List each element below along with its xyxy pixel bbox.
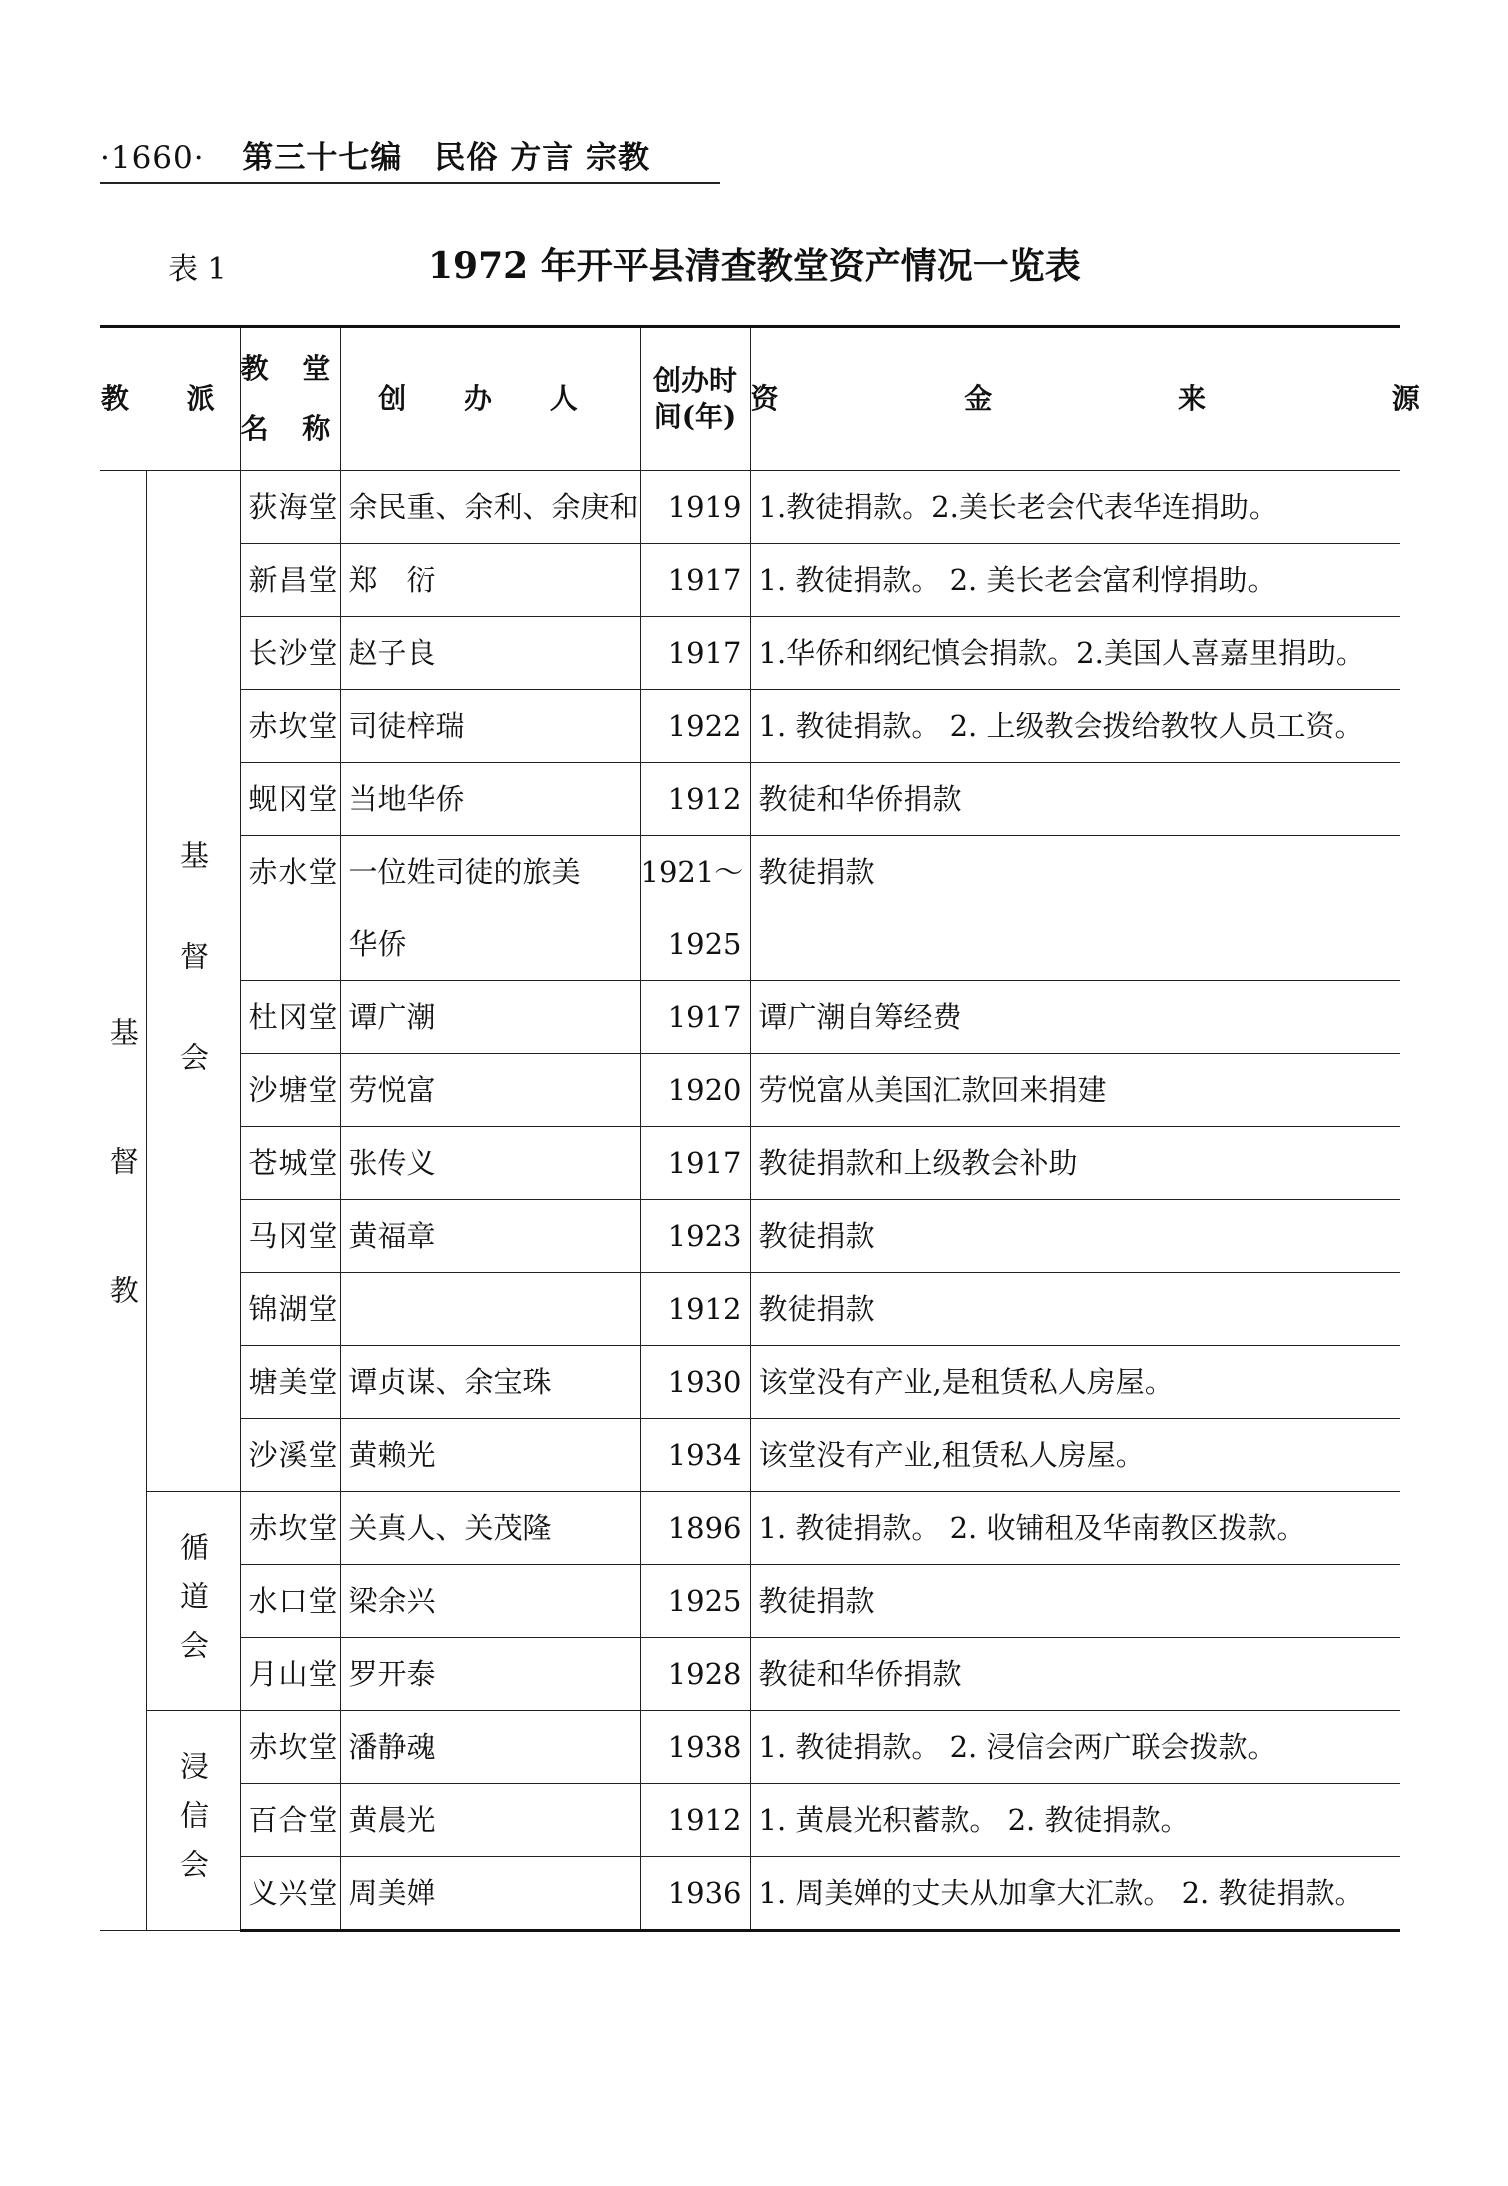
table-row bbox=[100, 1784, 1400, 1857]
church-name: 义兴堂 bbox=[240, 1857, 340, 1931]
table-row bbox=[100, 1857, 1400, 1931]
year-cell: 1936 bbox=[640, 1857, 750, 1931]
year-cell: 1912 bbox=[640, 1784, 750, 1857]
table-row bbox=[100, 690, 1400, 763]
col-header-year-line2: 间(年) bbox=[653, 400, 737, 433]
table-row bbox=[100, 981, 1400, 1054]
table-row bbox=[100, 1127, 1400, 1200]
funding-cell: 教徒捐款 bbox=[750, 1200, 1400, 1273]
year-cell: 1917 bbox=[640, 1127, 750, 1200]
year-cell: 1912 bbox=[640, 1273, 750, 1346]
table-row bbox=[100, 617, 1400, 690]
founder-cell: 黄晨光 bbox=[340, 1784, 640, 1857]
table-row bbox=[100, 1346, 1400, 1419]
church-name: 荻海堂 bbox=[240, 471, 340, 544]
church-name: 马冈堂 bbox=[240, 1200, 340, 1273]
church-name: 苍城堂 bbox=[240, 1127, 340, 1200]
founder-cell-line2: 华侨 bbox=[340, 908, 640, 981]
year-cell: 1919 bbox=[640, 471, 750, 544]
church-name: 蚬冈堂 bbox=[240, 763, 340, 836]
founder-cell bbox=[340, 1273, 640, 1346]
funding-cell: 1. 教徒捐款。 2. 美长老会富利惇捐助。 bbox=[750, 544, 1400, 617]
founder-cell: 一位姓司徒的旅美 bbox=[340, 836, 640, 909]
founder-cell: 余民重、余利、余庚和 bbox=[340, 471, 640, 544]
col-header-funding: 资 金 来 源 bbox=[750, 327, 1400, 471]
funding-cell: 1. 教徒捐款。 2. 上级教会拨给教牧人员工资。 bbox=[750, 690, 1400, 763]
year-cell: 1917 bbox=[640, 981, 750, 1054]
founder-cell: 郑 衍 bbox=[340, 544, 640, 617]
sect-cell: 循道会 bbox=[146, 1492, 240, 1711]
funding-cell: 1. 黄晨光积蓄款。 2. 教徒捐款。 bbox=[750, 1784, 1400, 1857]
page-number: ·1660· bbox=[100, 140, 205, 176]
table-row bbox=[100, 763, 1400, 836]
year-cell: 1934 bbox=[640, 1419, 750, 1492]
table-row bbox=[100, 1273, 1400, 1346]
col-header-church-line1: 教 堂 bbox=[240, 352, 343, 385]
funding-cell: 劳悦富从美国汇款回来捐建 bbox=[750, 1054, 1400, 1127]
funding-cell: 教徒捐款 bbox=[750, 836, 1400, 981]
col-header-church bbox=[240, 327, 343, 471]
church-name: 赤坎堂 bbox=[240, 1711, 340, 1784]
church-name: 水口堂 bbox=[240, 1565, 340, 1638]
year-cell: 1917 bbox=[640, 617, 750, 690]
table-label: 表 1 bbox=[168, 252, 227, 287]
founder-cell: 黄赖光 bbox=[340, 1419, 640, 1492]
church-name: 沙塘堂 bbox=[240, 1054, 340, 1127]
sect-cell: 浸信会 bbox=[146, 1711, 240, 1931]
funding-cell: 教徒捐款 bbox=[750, 1273, 1400, 1346]
founder-cell: 梁余兴 bbox=[340, 1565, 640, 1638]
funding-cell: 谭广潮自筹经费 bbox=[750, 981, 1400, 1054]
funding-cell: 1.华侨和纲纪慎会捐款。2.美国人喜嘉里捐助。 bbox=[750, 617, 1400, 690]
funding-cell: 该堂没有产业,是租赁私人房屋。 bbox=[750, 1346, 1400, 1419]
funding-cell: 1.教徒捐款。2.美长老会代表华连捐助。 bbox=[750, 471, 1400, 544]
church-name: 塘美堂 bbox=[240, 1346, 340, 1419]
founder-cell: 谭广潮 bbox=[340, 981, 640, 1054]
church-name: 赤坎堂 bbox=[240, 690, 340, 763]
table-header-row bbox=[100, 327, 1400, 471]
church-name: 长沙堂 bbox=[240, 617, 340, 690]
table-row bbox=[100, 471, 1400, 544]
funding-cell: 1. 教徒捐款。 2. 浸信会两广联会拨款。 bbox=[750, 1711, 1400, 1784]
founder-cell: 谭贞谋、余宝珠 bbox=[340, 1346, 640, 1419]
funding-cell: 教徒和华侨捐款 bbox=[750, 763, 1400, 836]
funding-cell: 该堂没有产业,租赁私人房屋。 bbox=[750, 1419, 1400, 1492]
founder-cell: 当地华侨 bbox=[340, 763, 640, 836]
church-name: 新昌堂 bbox=[240, 544, 340, 617]
col-header-founder: 创 办 人 bbox=[340, 327, 640, 471]
table-row bbox=[100, 1638, 1400, 1711]
year-cell-line2: 1925 bbox=[640, 908, 750, 981]
church-name: 锦湖堂 bbox=[240, 1273, 340, 1346]
funding-cell: 教徒捐款 bbox=[750, 1565, 1400, 1638]
table-row bbox=[100, 1492, 1400, 1565]
year-cell: 1917 bbox=[640, 544, 750, 617]
col-header-sect: 教 派 bbox=[100, 327, 240, 471]
founder-cell: 张传义 bbox=[340, 1127, 640, 1200]
founder-cell: 赵子良 bbox=[340, 617, 640, 690]
section-title: 第三十七编 民俗 方言 宗教 bbox=[242, 140, 650, 176]
year-cell: 1938 bbox=[640, 1711, 750, 1784]
table-row bbox=[100, 1419, 1400, 1492]
founder-cell: 黄福章 bbox=[340, 1200, 640, 1273]
col-header-church-line2: 名 称 bbox=[240, 412, 343, 445]
founder-cell: 周美婵 bbox=[340, 1857, 640, 1931]
church-name: 杜冈堂 bbox=[240, 981, 340, 1054]
funding-cell: 1. 教徒捐款。 2. 收铺租及华南教区拨款。 bbox=[750, 1492, 1400, 1565]
table-row bbox=[100, 1054, 1400, 1127]
year-cell: 1930 bbox=[640, 1346, 750, 1419]
year-cell: 1912 bbox=[640, 763, 750, 836]
church-name: 百合堂 bbox=[240, 1784, 340, 1857]
religion-cell: 基督教 bbox=[100, 471, 146, 1931]
church-name: 月山堂 bbox=[240, 1638, 340, 1711]
year-cell: 1896 bbox=[640, 1492, 750, 1565]
col-header-year-line1: 创办时 bbox=[652, 364, 737, 397]
church-name: 赤水堂 bbox=[240, 836, 340, 981]
funding-cell: 1. 周美婵的丈夫从加拿大汇款。 2. 教徒捐款。 bbox=[750, 1857, 1400, 1931]
table-row bbox=[100, 1565, 1400, 1638]
col-header-year bbox=[640, 327, 750, 471]
table-row bbox=[100, 544, 1400, 617]
year-cell: 1920 bbox=[640, 1054, 750, 1127]
founder-cell: 劳悦富 bbox=[340, 1054, 640, 1127]
year-cell: 1925 bbox=[640, 1565, 750, 1638]
sect-cell: 基督会 bbox=[146, 471, 240, 1492]
year-cell: 1923 bbox=[640, 1200, 750, 1273]
founder-cell: 司徒梓瑞 bbox=[340, 690, 640, 763]
funding-cell: 教徒捐款和上级教会补助 bbox=[750, 1127, 1400, 1200]
year-cell: 1921～ bbox=[640, 836, 750, 909]
year-cell: 1922 bbox=[640, 690, 750, 763]
church-assets-table bbox=[100, 325, 1508, 1932]
church-name: 赤坎堂 bbox=[240, 1492, 340, 1565]
page-header bbox=[100, 132, 650, 177]
funding-cell: 教徒和华侨捐款 bbox=[750, 1638, 1400, 1711]
table-row bbox=[100, 1711, 1400, 1784]
church-name: 沙溪堂 bbox=[240, 1419, 340, 1492]
founder-cell: 关真人、关茂隆 bbox=[340, 1492, 640, 1565]
founder-cell: 罗开泰 bbox=[340, 1638, 640, 1711]
table-title: 1972 年开平县清查教堂资产情况一览表 bbox=[428, 245, 1081, 287]
founder-cell: 潘静魂 bbox=[340, 1711, 640, 1784]
table-row bbox=[100, 836, 1400, 909]
table-row bbox=[100, 1200, 1400, 1273]
header-rule bbox=[100, 182, 720, 184]
year-cell: 1928 bbox=[640, 1638, 750, 1711]
